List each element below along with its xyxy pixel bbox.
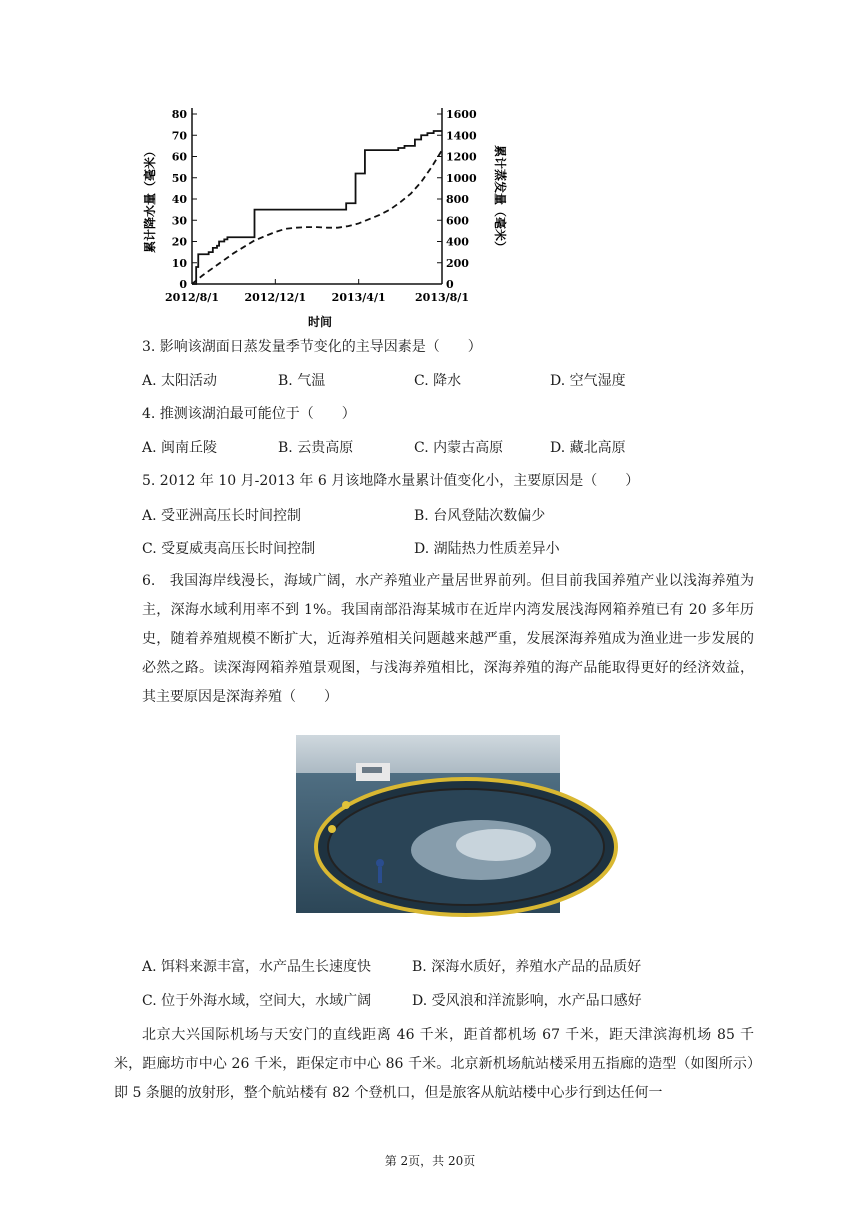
- y-right-tick-label: 1400: [446, 129, 477, 143]
- y-left-tick-label: 0: [179, 278, 187, 291]
- q4-option-a: A. 闽南丘陵: [142, 440, 218, 456]
- q6-option-a: A. 饵料来源丰富，水产品生长速度快: [142, 959, 372, 975]
- question-6-stem: 6. 我国海岸线漫长，海域广阔，水产养殖业产量居世界前列。但目前我国养殖产业以浅海养殖为主，深海水域利用率不到 1%。我国南部沿海某城市在近岸内湾发展浅海网箱养殖已有 20 多年历史，随着养殖规模不断扩大，近海养殖相关问题越来越严重，发展深海养殖成为渔业进一步发展的必然之路。读深海网箱养殖景观图，与浅海养殖相比，深海养殖的海产品能取得更好的经济效益，其主要原因是深海养殖（ ）: [142, 573, 754, 705]
- y-right-tick-label: 600: [446, 214, 469, 228]
- q3-option-c: C. 降水: [414, 373, 462, 389]
- y-left-tick-label: 70: [171, 129, 187, 143]
- question-3-stem: 3. 影响该湖面日蒸发量季节变化的主导因素是（ ）: [142, 339, 482, 355]
- airport-passage: 北京大兴国际机场与天安门的直线距离 46 千米，距首都机场 67 千米，距天津滨海机场 85 千米，距廊坊市中心 26 千米，距保定市中心 86 千米。北京新机场航站楼采用五指廊的造型（如图所示）即 5 条腿的放射形，整个航站楼有 82 个登机口，但是旅客从航站楼中心步行到达任何一: [114, 1027, 754, 1101]
- q6-option-d: D. 受风浪和洋流影响，水产品口感好: [412, 993, 642, 1009]
- x-axis-label: 时间: [307, 315, 333, 329]
- y-right-tick-label: 1200: [446, 150, 477, 164]
- q3-option-d: D. 空气湿度: [550, 373, 626, 389]
- q4-option-b: B. 云贵高原: [278, 440, 354, 456]
- y-left-tick-label: 30: [171, 214, 187, 228]
- q3-option-a: A. 太阳活动: [142, 373, 218, 389]
- y-left-tick-label: 80: [171, 108, 187, 121]
- q5-option-a: A. 受亚洲高压长时间控制: [142, 508, 302, 524]
- y-right-tick-label: 200: [446, 256, 469, 270]
- deep-sea-cage-photo: [296, 735, 560, 913]
- y-right-tick-label: 1000: [446, 171, 477, 185]
- q5-option-c: C. 受夏威夷高压长时间控制: [142, 541, 316, 557]
- question-5-stem: 5. 2012 年 10 月-2013 年 6 月该地降水量累计值变化小，主要原因是（ ）: [142, 473, 640, 489]
- evaporation-line: [192, 150, 442, 284]
- y-right-tick-label: 400: [446, 235, 469, 249]
- q6-option-b: B. 深海水质好，养殖水产品的品质好: [412, 959, 642, 975]
- y-right-tick-label: 1600: [446, 108, 477, 121]
- x-tick-label: 2012/12/1: [244, 291, 307, 304]
- chart-series: [192, 131, 442, 284]
- precipitation-line: [192, 131, 442, 284]
- x-tick-label: 2013/8/1: [415, 291, 469, 304]
- y-left-tick-label: 60: [171, 150, 187, 164]
- y-right-tick-label: 0: [446, 278, 454, 291]
- x-tick-label: 2012/8/1: [165, 291, 219, 304]
- y-left-tick-label: 10: [171, 256, 187, 270]
- page-footer: 第 2页，共 20页: [384, 1154, 476, 1168]
- y-right-axis-label: 累计蒸发量（毫米）: [493, 144, 507, 254]
- y-left-axis-label: 累计降水量（毫米）: [143, 144, 157, 254]
- x-tick-label: 2013/4/1: [331, 291, 386, 304]
- q5-option-b: B. 台风登陆次数偏少: [414, 508, 546, 524]
- q4-option-d: D. 藏北高原: [550, 440, 626, 456]
- precipitation-evaporation-chart: [140, 100, 507, 332]
- y-right-tick-label: 800: [446, 193, 469, 206]
- chart-ticks: [165, 108, 477, 304]
- q4-option-c: C. 内蒙古高原: [414, 440, 504, 456]
- q5-option-d: D. 湖陆热力性质差异小: [414, 541, 560, 557]
- q6-option-c: C. 位于外海水域，空间大，水域广阔: [142, 993, 372, 1009]
- q3-option-b: B. 气温: [278, 373, 326, 389]
- y-left-tick-label: 40: [171, 193, 187, 206]
- chart-axes: [192, 108, 442, 284]
- question-4-stem: 4. 推测该湖泊最可能位于（ ）: [142, 406, 356, 422]
- y-left-tick-label: 20: [171, 235, 187, 249]
- y-left-tick-label: 50: [171, 171, 187, 185]
